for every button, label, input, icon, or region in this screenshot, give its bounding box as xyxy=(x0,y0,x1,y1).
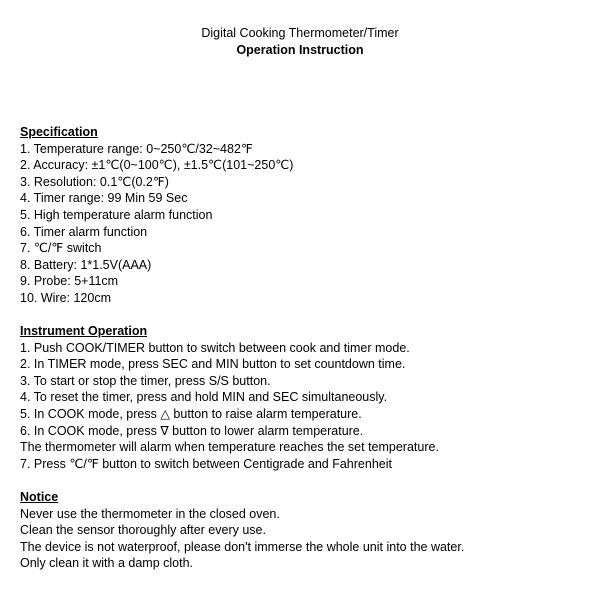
spec-item: 4. Timer range: 99 Min 59 Sec xyxy=(20,191,188,206)
spec-item: 3. Resolution: 0.1℃(0.2℉) xyxy=(20,174,169,189)
operation-item: 1. Push COOK/TIMER button to switch between cook and timer mode. xyxy=(20,340,410,355)
operation-item: 2. In TIMER mode, press SEC and MIN button to set countdown time. xyxy=(20,357,406,372)
operation-item: 3. To start or stop the timer, press S/S button. xyxy=(20,373,271,388)
notice-item: Clean the sensor thoroughly after every use. xyxy=(20,523,266,538)
operation-item: 7. Press ℃/℉ button to switch between Centigrade and Fahrenheit xyxy=(20,456,392,471)
operation-item: 5. In COOK mode, press △ button to raise alarm temperature. xyxy=(20,406,362,421)
spec-item: 2. Accuracy: ±1℃(0~100℃), ±1.5℃(101~250℃) xyxy=(20,158,294,173)
specification-section xyxy=(20,124,590,307)
spec-item: 6. Timer alarm function xyxy=(20,224,148,239)
notice-item: Only clean it with a damp cloth. xyxy=(20,556,193,571)
spec-item: 7. ℃/℉ switch xyxy=(20,241,102,256)
operation-item: The thermometer will alarm when temperature reaches the set temperature. xyxy=(20,440,439,455)
notice-section xyxy=(20,489,590,572)
spec-item: 8. Battery: 1*1.5V(AAA) xyxy=(20,257,152,272)
document-title: Digital Cooking Thermometer/Timer xyxy=(201,26,399,40)
operation-item: 4. To reset the timer, press and hold MIN and SEC simultaneously. xyxy=(20,390,388,405)
spec-item: 9. Probe: 5+11cm xyxy=(20,274,119,289)
instrument-operation-section xyxy=(20,323,590,472)
spec-item: 10. Wire: 120cm xyxy=(20,290,112,305)
notice-item: Never use the thermometer in the closed oven. xyxy=(20,506,280,521)
operation-item: 6. In COOK mode, press ∇ button to lower alarm temperature. xyxy=(20,423,364,438)
notice-item: The device is not waterproof, please don't immerse the whole unit into the water. xyxy=(20,539,465,554)
document-subtitle: Operation Instruction xyxy=(236,43,364,57)
spec-item: 1. Temperature range: 0~250℃/32~482℉ xyxy=(20,141,253,156)
specification-heading: Specification xyxy=(20,125,98,139)
spec-item: 5. High temperature alarm function xyxy=(20,207,213,222)
notice-heading: Notice xyxy=(20,490,59,504)
instrument-operation-heading: Instrument Operation xyxy=(20,324,148,338)
